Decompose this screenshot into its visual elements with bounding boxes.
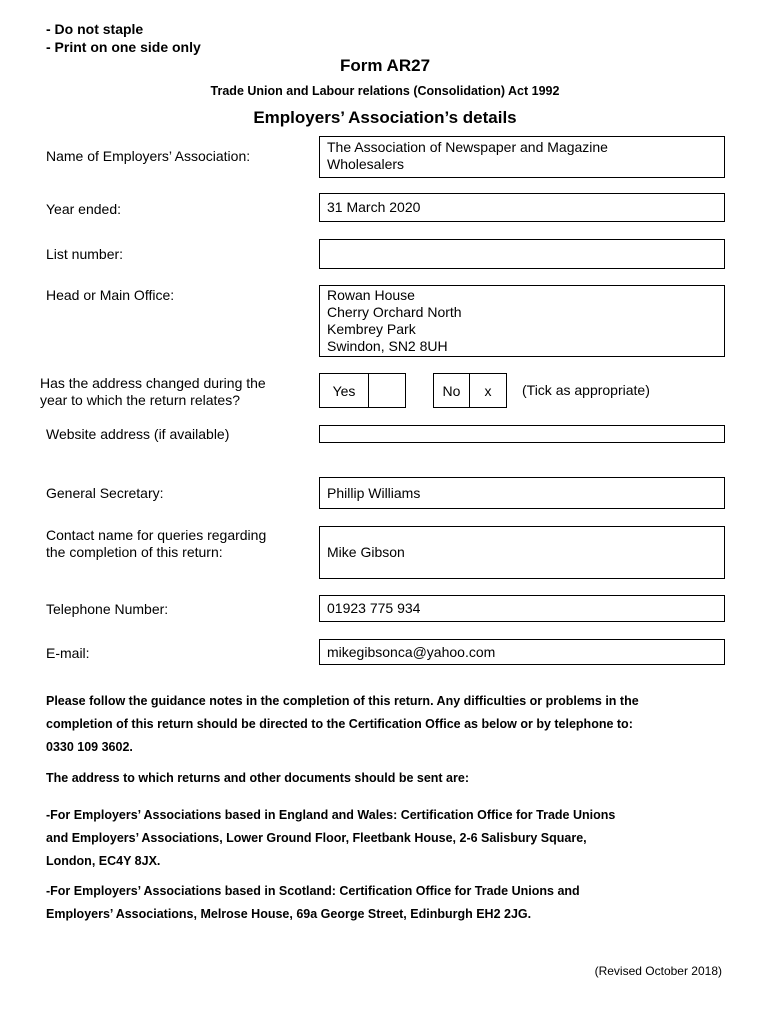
address-line: -For Employers’ Associations based in Scotland: Certification Office for Trade Unions and [46, 884, 580, 898]
telephone-field[interactable] [319, 595, 725, 622]
office-line: Kembrey Park [327, 321, 416, 337]
no-label: No [442, 382, 461, 399]
secretary-value: Phillip Williams [327, 484, 421, 501]
office-field[interactable] [319, 285, 725, 357]
website-field[interactable] [319, 425, 725, 443]
guidance-paragraph [46, 690, 736, 759]
note-do-not-staple: - Do not staple [46, 21, 144, 37]
email-field[interactable] [319, 639, 725, 665]
address-intro: The address to which returns and other documents should be sent are: [46, 771, 469, 785]
telephone-value: 01923 775 934 [327, 600, 421, 616]
contact-label-line2: the completion of this return: [46, 544, 223, 560]
yes-label-cell [319, 373, 369, 408]
england-wales-address [46, 804, 736, 873]
guidance-line: Please follow the guidance notes in the completion of this return. Any difficulties or problems in the [46, 694, 639, 708]
address-line: -For Employers’ Associations based in England and Wales: Certification Office for Trade Unions [46, 808, 616, 822]
no-mark: x [484, 382, 492, 399]
contact-label-line1: Contact name for queries regarding [46, 527, 267, 543]
secretary-label: General Secretary: [46, 485, 164, 501]
form-title: Form AR27 [339, 56, 431, 75]
guidance-line: 0330 109 3602. [46, 740, 133, 754]
no-label-cell [433, 373, 470, 408]
address-changed-label [40, 375, 266, 409]
office-label: Head or Main Office: [46, 287, 175, 303]
website-label: Website address (if available) [46, 426, 230, 442]
yes-label: Yes [332, 382, 356, 399]
tick-hint: (Tick as appropriate) [522, 382, 650, 398]
contact-field[interactable] [319, 526, 725, 579]
name-value-line1: The Association of Newspaper and Magazine [327, 139, 608, 155]
name-field[interactable] [319, 136, 725, 178]
list-number-label: List number: [46, 246, 124, 262]
guidance-line: completion of this return should be directed to the Certification Office as below or by telephone to: [46, 717, 633, 731]
no-checkbox[interactable] [469, 373, 507, 408]
scotland-address [46, 880, 736, 926]
year-value: 31 March 2020 [327, 199, 421, 215]
secretary-field[interactable] [319, 477, 725, 509]
contact-value: Mike Gibson [327, 544, 405, 560]
office-line: Rowan House [327, 287, 415, 303]
telephone-label: Telephone Number: [46, 601, 169, 617]
list-number-field[interactable] [319, 239, 725, 269]
email-value: mikegibsonca@yahoo.com [327, 643, 496, 660]
address-changed-label-line1: Has the address changed during the [40, 375, 266, 391]
contact-label [46, 527, 266, 561]
year-label: Year ended: [46, 201, 121, 217]
office-line: Cherry Orchard North [327, 304, 462, 320]
section-title: Employers’ Association’s details [253, 108, 517, 127]
yes-checkbox[interactable] [368, 373, 406, 408]
email-label: E-mail: [46, 645, 90, 661]
revised-note: (Revised October 2018) [594, 964, 722, 978]
name-value-line2: Wholesalers [327, 156, 405, 172]
address-changed-label-line2: year to which the return relates? [40, 392, 240, 408]
year-field[interactable] [319, 193, 725, 222]
name-label: Name of Employers’ Association: [46, 148, 251, 164]
office-line: Swindon, SN2 8UH [327, 338, 448, 354]
address-line: London, EC4Y 8JX. [46, 854, 161, 868]
act-title: Trade Union and Labour relations (Consolidation) Act 1992 [210, 84, 560, 98]
address-line: Employers’ Associations, Melrose House, 69a George Street, Edinburgh EH2 2JG. [46, 907, 532, 921]
address-line: and Employers’ Associations, Lower Ground Floor, Fleetbank House, 2-6 Salisbury Square, [46, 831, 587, 845]
note-print-one-side: - Print on one side only [46, 39, 201, 55]
